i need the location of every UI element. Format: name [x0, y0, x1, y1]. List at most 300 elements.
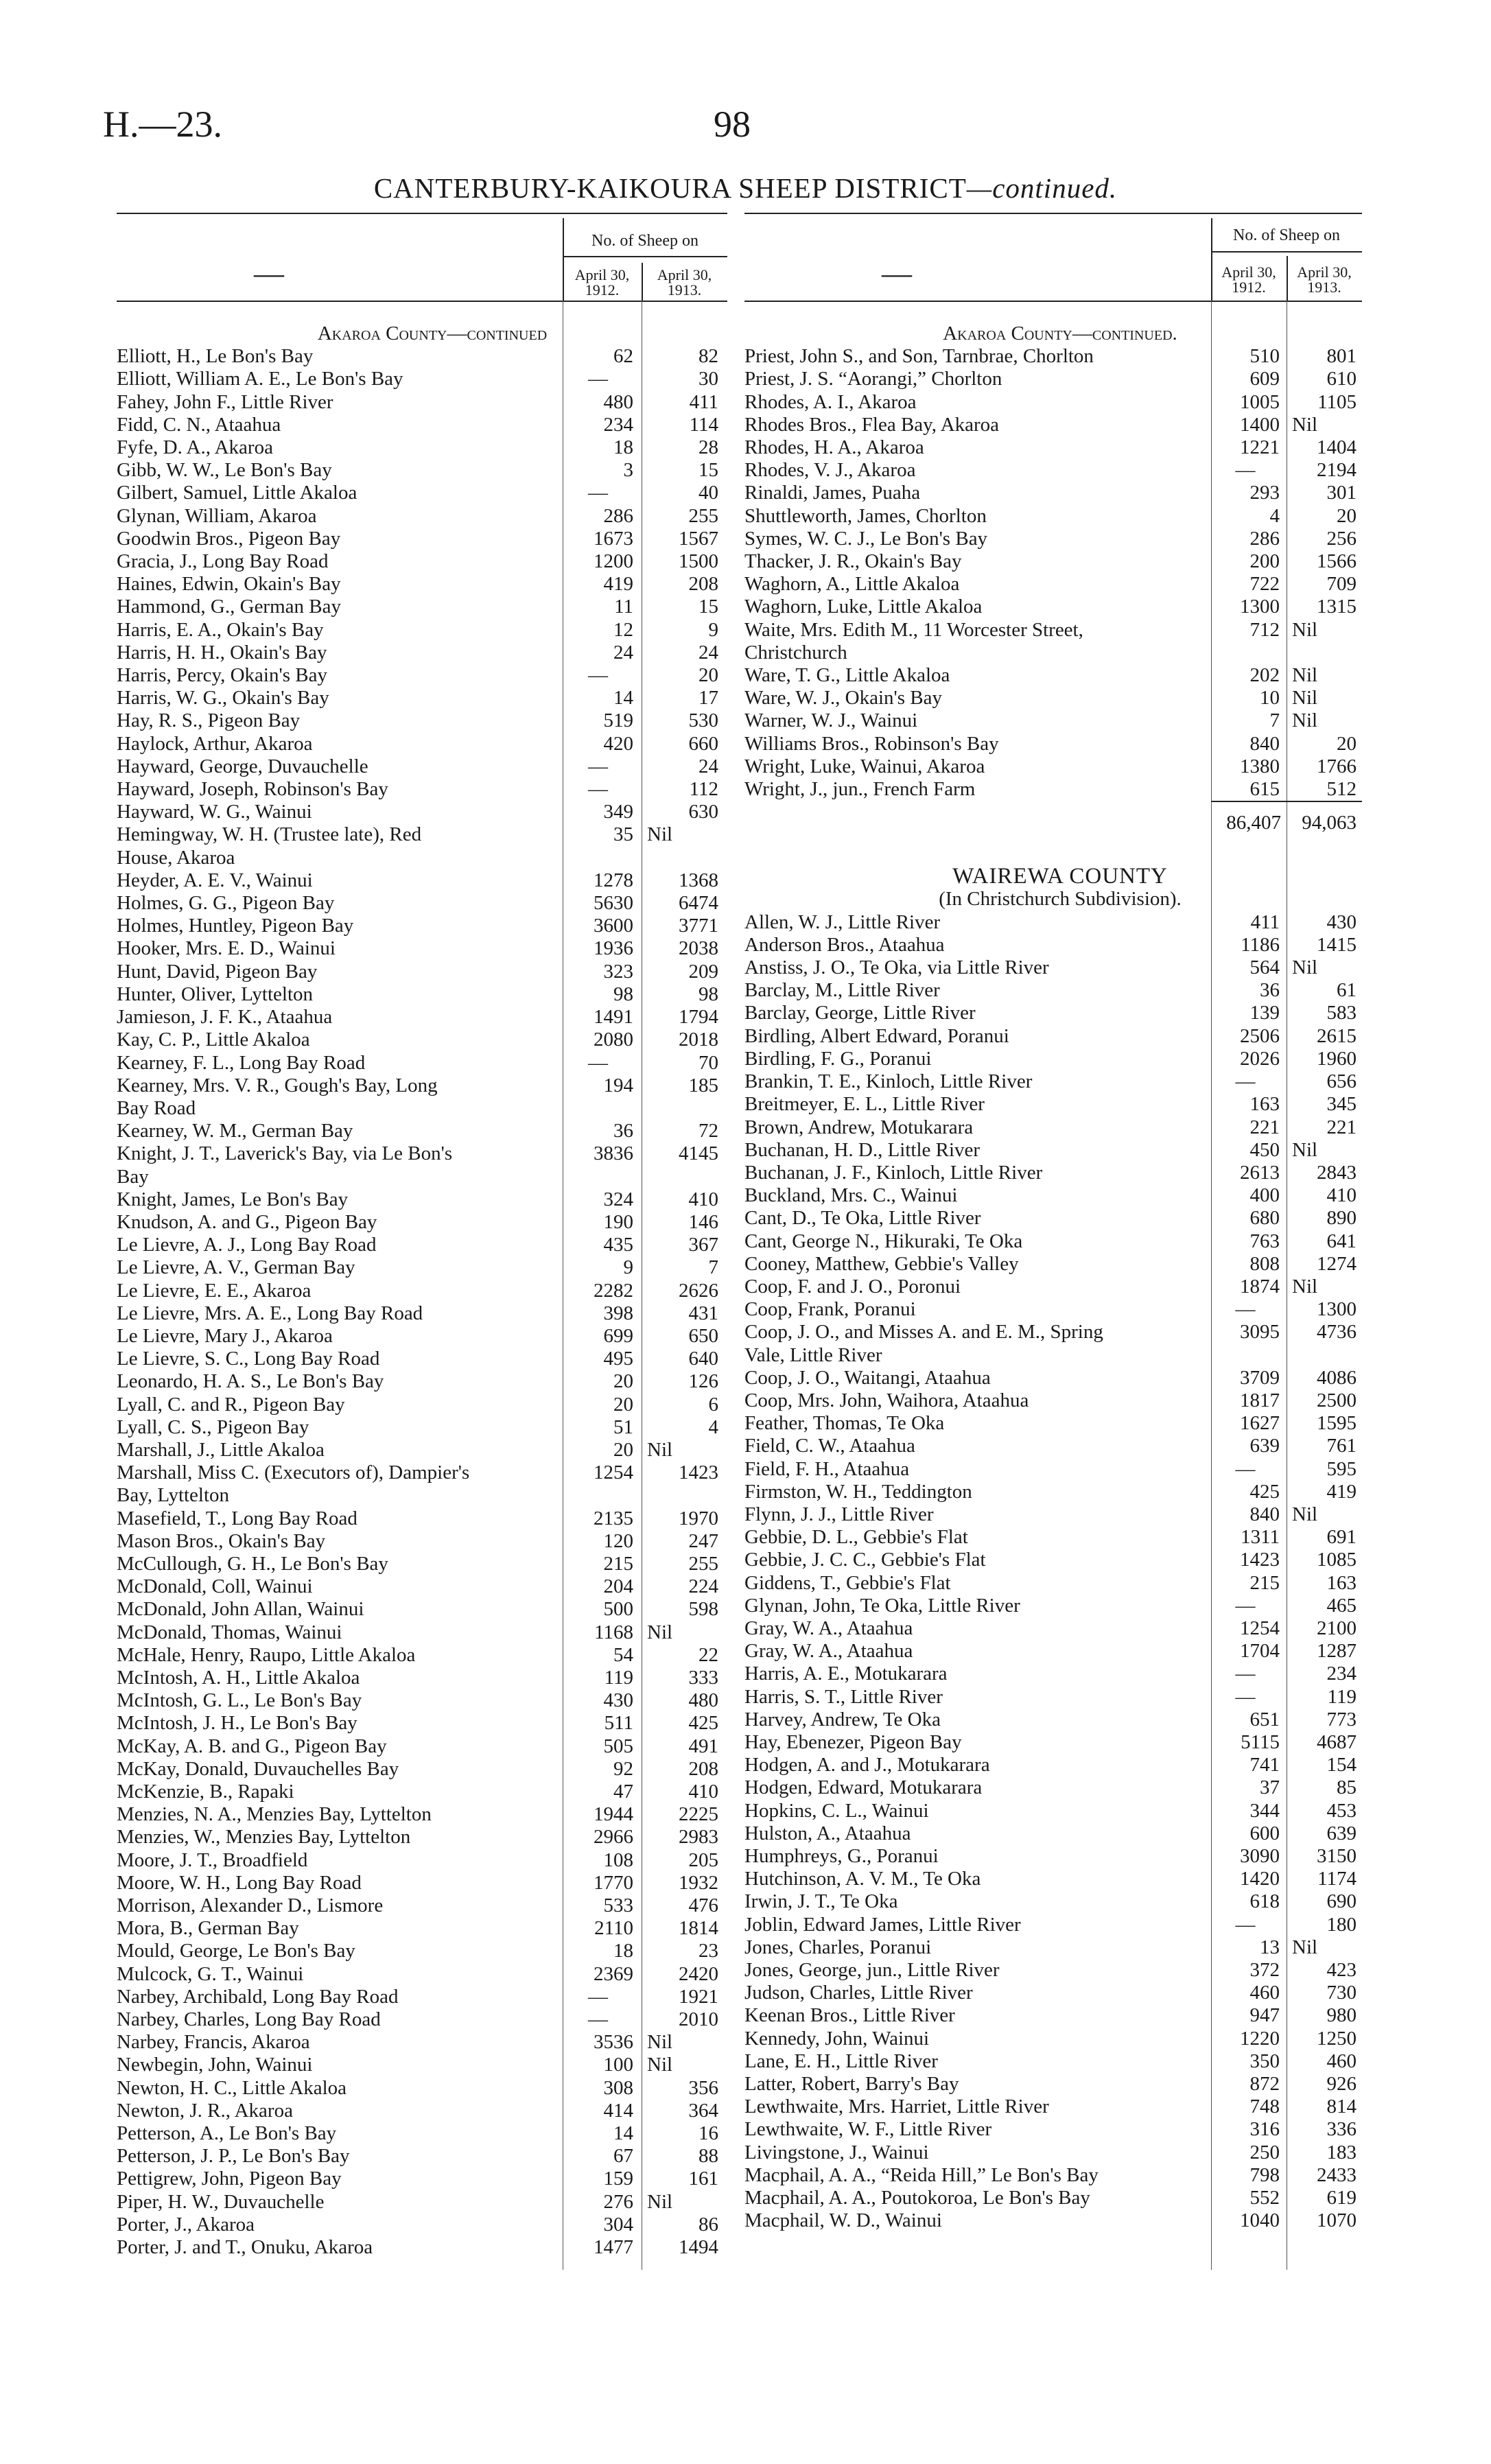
sheep-1913: 1960 [1317, 1047, 1357, 1070]
holder-name: Coop, Frank, Poranui [744, 1298, 916, 1321]
sheep-1913: 1814 [679, 1917, 718, 1940]
holder-name: Gebbie, D. L., Gebbie's Flat [744, 1526, 968, 1549]
holder-name: Glynan, William, Akaroa [117, 504, 317, 527]
table-top-rule [744, 213, 1362, 214]
sheep-1912: 450 [1249, 1138, 1280, 1161]
sheep-1913: 530 [688, 709, 718, 732]
holder-name: Fyfe, D. A., Akaroa [117, 436, 273, 459]
table-row [117, 1211, 748, 1234]
sheep-1913: 82 [698, 345, 718, 368]
table-row [117, 2077, 748, 2100]
sheep-1913: 476 [688, 1894, 718, 1917]
holder-name: Ware, T. G., Little Akaloa [744, 664, 950, 687]
sheep-1913: 224 [688, 1575, 718, 1598]
table-row [744, 573, 1376, 596]
sheep-1913: 650 [688, 1324, 718, 1347]
sheep-1912: 3600 [594, 915, 633, 937]
table-row [744, 1526, 1376, 1549]
sheep-1913: 24 [698, 755, 718, 777]
holder-name: Gilbert, Samuel, Little Akaloa [117, 482, 357, 504]
holder-name: Keenan Bros., Little River [744, 2004, 955, 2027]
table-row [117, 1575, 748, 1598]
table-header [117, 218, 748, 301]
sheep-1913: 773 [1326, 1708, 1357, 1730]
page-title [0, 172, 1491, 204]
table-row [117, 1849, 748, 1872]
sheep-1912: 221 [1249, 1116, 1280, 1138]
table-row [744, 1617, 1376, 1640]
table-row [117, 528, 748, 550]
table-row [117, 368, 748, 390]
sheep-1912: 344 [1249, 1799, 1280, 1822]
sheep-1912: 3536 [594, 2031, 633, 2054]
sheep-1912: 1817 [1240, 1389, 1280, 1411]
holder-name: Joblin, Edward James, Little River [744, 1913, 1021, 1936]
sheep-1913: 1794 [679, 1006, 718, 1029]
sheep-1913: 86 [698, 2213, 718, 2236]
sheep-1913: 72 [698, 1120, 718, 1142]
holder-name: Coop, Mrs. John, Waihora, Ataahua [744, 1389, 1029, 1411]
description-header: — [882, 257, 912, 290]
sheep-1913: 2194 [1317, 459, 1357, 482]
sheep-1913: 154 [1326, 1754, 1357, 1776]
sheep-1912: — [588, 1985, 608, 2008]
sheep-1912: 18 [613, 436, 633, 459]
sheep-1913: 9 [708, 618, 718, 641]
sheep-1912: 430 [603, 1689, 633, 1712]
sheep-1912: 11 [614, 596, 633, 618]
sheep-1913: 234 [1326, 1663, 1357, 1685]
holder-name: Shuttleworth, James, Chorlton [744, 504, 987, 527]
sheep-1913: 1085 [1317, 1549, 1357, 1571]
holder-name: Field, C. W., Ataahua [744, 1435, 915, 1457]
sheep-1912: 3090 [1240, 1845, 1280, 1867]
sheep-1912: 1400 [1240, 413, 1280, 436]
sheep-1912: 36 [1260, 979, 1280, 1002]
holder-name: House, Akaroa [117, 846, 235, 869]
sheep-1912: 651 [1249, 1708, 1280, 1730]
sheep-1912: 5630 [594, 892, 633, 915]
sheep-1913: 2843 [1317, 1161, 1357, 1184]
holder-name: Mason Bros., Okain's Bay [117, 1529, 326, 1552]
table-row [744, 709, 1376, 732]
holder-name: Thacker, J. R., Okain's Bay [744, 550, 962, 573]
sheep-1912: 505 [603, 1735, 633, 1757]
sheep-1912: — [588, 2008, 608, 2031]
holder-name: Jamieson, J. F. K., Ataahua [117, 1006, 333, 1029]
table-row [117, 1142, 748, 1165]
sheep-1913: 22 [698, 1643, 718, 1666]
sheep-1912: 1278 [594, 869, 633, 891]
sheep-1913: Nil [647, 2190, 673, 2213]
sheep-1913: 460 [1326, 2050, 1357, 2072]
sheep-1913: Nil [1292, 1936, 1318, 1958]
sheep-1913: Nil [1292, 1138, 1318, 1161]
table-row [117, 1439, 748, 1462]
holder-name: Judson, Charles, Little River [744, 1982, 973, 2004]
sheep-1913: 2420 [679, 1962, 718, 1985]
holder-name: Macphail, A. A., “Reida Hill,” Le Bon's Bay [744, 2163, 1099, 2186]
sheep-1913: 4687 [1317, 1730, 1357, 1753]
table-row [117, 1758, 748, 1781]
holder-name: Gray, W. A., Ataahua [744, 1617, 913, 1639]
holder-name: Knight, J. T., Laverick's Bay, via Le Bon's [117, 1142, 453, 1165]
holder-name: Vale, Little River [744, 1344, 882, 1366]
sheep-1912: 9 [623, 1256, 633, 1279]
table-row [117, 1621, 748, 1644]
table-row [744, 1549, 1376, 1571]
page-number: 98 [714, 104, 751, 145]
table-row [744, 391, 1376, 414]
column-1913: April 30, 1913. [1297, 263, 1352, 296]
sheep-1912: 276 [603, 2190, 633, 2213]
table-row [744, 911, 1376, 934]
sheep-1912: 1254 [1240, 1617, 1280, 1639]
sheep-1913: 2433 [1317, 2163, 1357, 2186]
sheep-1912: 1477 [594, 2236, 633, 2259]
sheep-1912: 24 [613, 641, 633, 664]
sheep-1912: 139 [1249, 1002, 1280, 1024]
table-row [744, 1481, 1376, 1503]
sheep-1913: 20 [698, 664, 718, 687]
sheep-1913: 926 [1326, 2073, 1357, 2096]
sheep-1913: 364 [688, 2099, 718, 2122]
table-row [744, 1162, 1376, 1184]
sheep-1912: 37 [1260, 1776, 1280, 1799]
sheep-1912: 2282 [594, 1279, 633, 1302]
sheep-1912: 533 [603, 1894, 633, 1917]
sheep-1913: 630 [688, 801, 718, 823]
table-row [117, 2214, 748, 2236]
sheep-1913: 255 [688, 1552, 718, 1575]
holder-name: Hay, R. S., Pigeon Bay [117, 709, 301, 732]
sheep-1913: Nil [1292, 1503, 1318, 1525]
table-row [744, 1048, 1376, 1070]
sheep-1913: 1070 [1317, 2209, 1357, 2232]
sheep-1913: 98 [698, 983, 718, 1005]
holder-name: Barclay, M., Little River [744, 979, 940, 1002]
holder-name: Marshall, J., Little Akaloa [117, 1438, 325, 1461]
holder-name: Porter, J. and T., Onuku, Akaroa [117, 2236, 373, 2259]
sheep-1912: 4 [1269, 504, 1280, 527]
table-row [117, 1302, 748, 1325]
holder-name: Leonardo, H. A. S., Le Bon's Bay [117, 1370, 384, 1393]
holder-name: Narbey, Charles, Long Bay Road [117, 2008, 381, 2031]
sheep-1913: 2500 [1317, 1389, 1357, 1411]
table-row [117, 1370, 748, 1393]
sheep-1913: Nil [1292, 413, 1318, 436]
table-row [117, 1075, 748, 1097]
sheep-1913: Nil [1292, 709, 1318, 732]
sheep-1912: — [588, 1051, 608, 1074]
sheep-1912: 215 [603, 1552, 633, 1575]
sheep-1913: 640 [688, 1348, 718, 1370]
holder-name: Lewthwaite, W. F., Little River [744, 2118, 992, 2141]
table-row [117, 2191, 748, 2214]
sheep-1912: 62 [613, 345, 633, 368]
holder-name: Humphreys, G., Poranui [744, 1845, 939, 1867]
holder-name: Porter, J., Akaroa [117, 2213, 255, 2236]
table-row [117, 1712, 748, 1735]
sheep-1913: 598 [688, 1598, 718, 1621]
sheep-1912: 460 [1249, 1982, 1280, 2004]
holder-name: Glynan, John, Te Oka, Little River [744, 1594, 1020, 1617]
table-row [117, 983, 748, 1006]
table-row [744, 2050, 1376, 2073]
holder-name: Waghorn, Luke, Little Akaloa [744, 596, 983, 618]
sheep-1913: 163 [1326, 1571, 1357, 1594]
sheep-1913: 2983 [679, 1826, 718, 1849]
sheep-1912: 808 [1249, 1252, 1280, 1275]
holder-name: Gebbie, J. C. C., Gebbie's Flat [744, 1549, 986, 1571]
sheep-1913: 1368 [679, 869, 718, 891]
holder-name: Petterson, J. P., Le Bon's Bay [117, 2145, 350, 2168]
sheep-1912: 13 [1260, 1936, 1280, 1958]
table-top-rule [117, 213, 727, 214]
sheep-count-group-label: No. of Sheep on [591, 232, 698, 250]
sheep-1913: 112 [689, 778, 718, 801]
sheep-1912: 414 [603, 2099, 633, 2122]
sheep-1913: 423 [1326, 1959, 1357, 1982]
holder-name: Le Lievre, A. J., Long Bay Road [117, 1234, 377, 1256]
table-row [744, 1093, 1376, 1116]
holder-name: Hemingway, W. H. (Trustee late), Red [117, 823, 422, 846]
holder-name: Harvey, Andrew, Te Oka [744, 1708, 941, 1730]
sheep-1913: 730 [1326, 1982, 1357, 2004]
sheep-1912: 699 [603, 1324, 633, 1347]
table-row [744, 1367, 1376, 1389]
holder-name: Newbegin, John, Wainui [117, 2054, 313, 2076]
sheep-1912: — [1235, 1663, 1256, 1685]
sheep-1912: 308 [603, 2076, 633, 2099]
holder-name: Coop, J. O., Waitangi, Ataahua [744, 1366, 991, 1389]
table-row [744, 2096, 1376, 2118]
holder-name: Mulcock, G. T., Wainui [117, 1962, 304, 1985]
table-row [744, 1709, 1376, 1731]
sheep-1912: 510 [1249, 345, 1280, 368]
holder-name: Livingstone, J., Wainui [744, 2141, 929, 2163]
table-row [117, 847, 748, 869]
table-row [117, 642, 748, 664]
description-header: — [254, 257, 284, 290]
sheep-1913: 4145 [679, 1142, 718, 1165]
sheep-1913: Nil [647, 1438, 673, 1461]
holder-name: Fidd, C. N., Ataahua [117, 413, 281, 436]
holder-name: Irwin, J. T., Te Oka [744, 1890, 898, 1913]
sheep-1913: Nil [647, 2054, 673, 2076]
sheep-1912: 500 [603, 1598, 633, 1621]
sheep-1913: 410 [688, 1781, 718, 1803]
sheep-1912: 350 [1249, 2050, 1280, 2072]
holder-name: Wright, Luke, Wainui, Akaroa [744, 755, 985, 777]
table-row [744, 414, 1376, 436]
wairewa-rows [744, 911, 1376, 2233]
sheep-1913: 2010 [679, 2008, 718, 2031]
holder-name: Piper, H. W., Duvauchelle [117, 2190, 325, 2213]
table-row [744, 1298, 1376, 1321]
header-bottom-rule [117, 301, 727, 302]
holder-name: Wright, J., jun., French Farm [744, 778, 976, 801]
holder-name: Waite, Mrs. Edith M., 11 Worcester Street, [744, 618, 1083, 641]
sheep-1913: 161 [688, 2168, 718, 2190]
sheep-1913: 890 [1326, 1207, 1357, 1230]
holder-name: Hammond, G., German Bay [117, 596, 341, 618]
table-row [744, 2073, 1376, 2096]
sheep-1912: — [1235, 459, 1256, 482]
table-row [744, 1344, 1376, 1367]
table-row [117, 1394, 748, 1416]
sheep-1913: 20 [1337, 504, 1357, 527]
sheep-1913: 1274 [1317, 1252, 1357, 1275]
table-row [117, 505, 748, 528]
table-row [117, 2008, 748, 2031]
sheep-1913: Nil [647, 1621, 673, 1643]
sheep-1913: 30 [698, 368, 718, 390]
sheep-1912: — [1235, 1913, 1256, 1936]
table-row [117, 687, 748, 709]
sheep-1912: 1254 [594, 1462, 633, 1484]
holder-name: Anderson Bros., Ataahua [744, 933, 945, 956]
holder-name: Lewthwaite, Mrs. Harriet, Little River [744, 2096, 1049, 2118]
table-row [117, 1553, 748, 1575]
table-row [117, 2145, 748, 2168]
sheep-1912: — [588, 778, 608, 801]
sheep-1912: 1874 [1240, 1275, 1280, 1298]
sheep-1913: 24 [698, 641, 718, 664]
sheep-1913: 1423 [679, 1462, 718, 1484]
table-row [117, 414, 748, 436]
table-row [744, 1845, 1376, 1868]
sheep-1913: 301 [1326, 482, 1357, 504]
table-row [117, 823, 748, 846]
table-row [117, 1667, 748, 1689]
sheep-1912: 35 [613, 823, 633, 846]
sheep-1913: 1932 [679, 1871, 718, 1894]
sheep-1913: 88 [698, 2145, 718, 2168]
sheep-1912: 119 [604, 1666, 633, 1689]
table-row [744, 733, 1376, 755]
sheep-1912: 316 [1249, 2118, 1280, 2141]
sheep-1912: 3 [623, 459, 633, 482]
sheep-1912: 840 [1249, 732, 1280, 755]
sheep-1912: 1491 [594, 1006, 633, 1029]
holder-name: Rhodes Bros., Flea Bay, Akaroa [744, 413, 1000, 436]
table-row [117, 345, 748, 368]
sheep-1912: 304 [603, 2213, 633, 2236]
sheep-1913: 425 [688, 1712, 718, 1735]
table-row [744, 957, 1376, 979]
sheep-1912: 872 [1249, 2073, 1280, 2096]
holder-name: Haylock, Arthur, Akaroa [117, 732, 313, 755]
holder-name: Giddens, T., Gebbie's Flat [744, 1571, 951, 1594]
sheep-1912: 2026 [1240, 1047, 1280, 1070]
table-row [744, 1822, 1376, 1845]
holder-name: Field, F. H., Ataahua [744, 1457, 910, 1480]
table-row [117, 1325, 748, 1348]
sheep-1912: 100 [603, 2054, 633, 2076]
left-rows [117, 322, 748, 2259]
title-main: CANTERBURY-KAIKOURA SHEEP DISTRICT [373, 172, 967, 204]
table-row [117, 1598, 748, 1621]
sheep-1913: 1500 [679, 550, 718, 573]
table-row [117, 1781, 748, 1803]
holder-name: Hodgen, Edward, Motukarara [744, 1776, 983, 1799]
table-row [744, 1982, 1376, 2004]
table-row [744, 1776, 1376, 1799]
sheep-1912: 2080 [594, 1029, 633, 1051]
holder-name: Heyder, A. E. V., Wainui [117, 869, 313, 891]
holder-name: Gibb, W. W., Le Bon's Bay [117, 459, 332, 482]
holder-name: McCullough, G. H., Le Bon's Bay [117, 1552, 388, 1575]
table-row [117, 1917, 748, 1940]
sheep-1912: 600 [1249, 1822, 1280, 1844]
page-header [103, 103, 1393, 144]
table-row [117, 1097, 748, 1120]
sheep-1912: 2135 [594, 1507, 633, 1529]
holder-name: Birdling, F. G., Poranui [744, 1047, 932, 1070]
holder-name: Cant, George N., Hikuraki, Te Oka [744, 1230, 1023, 1252]
sheep-1912: 1627 [1240, 1412, 1280, 1435]
sheep-1913: 660 [688, 732, 718, 755]
table-row [744, 1914, 1376, 1936]
sheep-1913: 430 [1326, 911, 1357, 933]
sheep-1912: 159 [603, 2168, 633, 2190]
sheep-1913: 356 [688, 2076, 718, 2099]
table-row [744, 1002, 1376, 1024]
table-row [117, 1507, 748, 1530]
sheep-1912: 1300 [1240, 596, 1280, 618]
sheep-1912: 194 [603, 1074, 633, 1096]
holder-name: Feather, Thomas, Te Oka [744, 1412, 945, 1435]
holder-name: Narbey, Archibald, Long Bay Road [117, 1985, 399, 2008]
table-row [117, 1735, 748, 1758]
sheep-1913: 619 [1326, 2187, 1357, 2209]
table-row [744, 528, 1376, 550]
sheep-1913: 20 [1337, 732, 1357, 755]
sheep-1913: 2038 [679, 937, 718, 960]
sheep-1912: 120 [603, 1529, 633, 1552]
sheep-1913: 185 [688, 1074, 718, 1096]
sheep-1913: 641 [1326, 1230, 1357, 1252]
holder-name: Harris, S. T., Little River [744, 1685, 943, 1708]
holder-name: Fahey, John F., Little River [117, 390, 333, 413]
table-row [117, 801, 748, 823]
holder-name: Symes, W. C. J., Le Bon's Bay [744, 527, 988, 550]
holder-name: McKay, Donald, Duvauchelles Bay [117, 1757, 399, 1780]
sheep-1913: 1595 [1317, 1412, 1357, 1435]
table-row [117, 482, 748, 504]
table-row [117, 1644, 748, 1667]
table-row [117, 892, 748, 915]
table-row [744, 755, 1376, 778]
sheep-1913: 1567 [679, 527, 718, 550]
sheep-1912: 20 [613, 1393, 633, 1416]
table-row [117, 1894, 748, 1917]
table-row [117, 1280, 748, 1302]
table-row [117, 1029, 748, 1051]
table-row [117, 778, 748, 801]
sheep-1913: 247 [688, 1529, 718, 1552]
table-row [117, 755, 748, 778]
holder-name: Jones, George, jun., Little River [744, 1959, 1000, 1982]
sheep-1913: 1921 [679, 1985, 718, 2008]
sheep-1912: 639 [1249, 1435, 1280, 1457]
sheep-1913: 761 [1326, 1435, 1357, 1457]
table-row [744, 1890, 1376, 1913]
table-row [117, 1348, 748, 1370]
sheep-1913: 1415 [1317, 933, 1357, 956]
sheep-1912: 748 [1249, 2096, 1280, 2118]
